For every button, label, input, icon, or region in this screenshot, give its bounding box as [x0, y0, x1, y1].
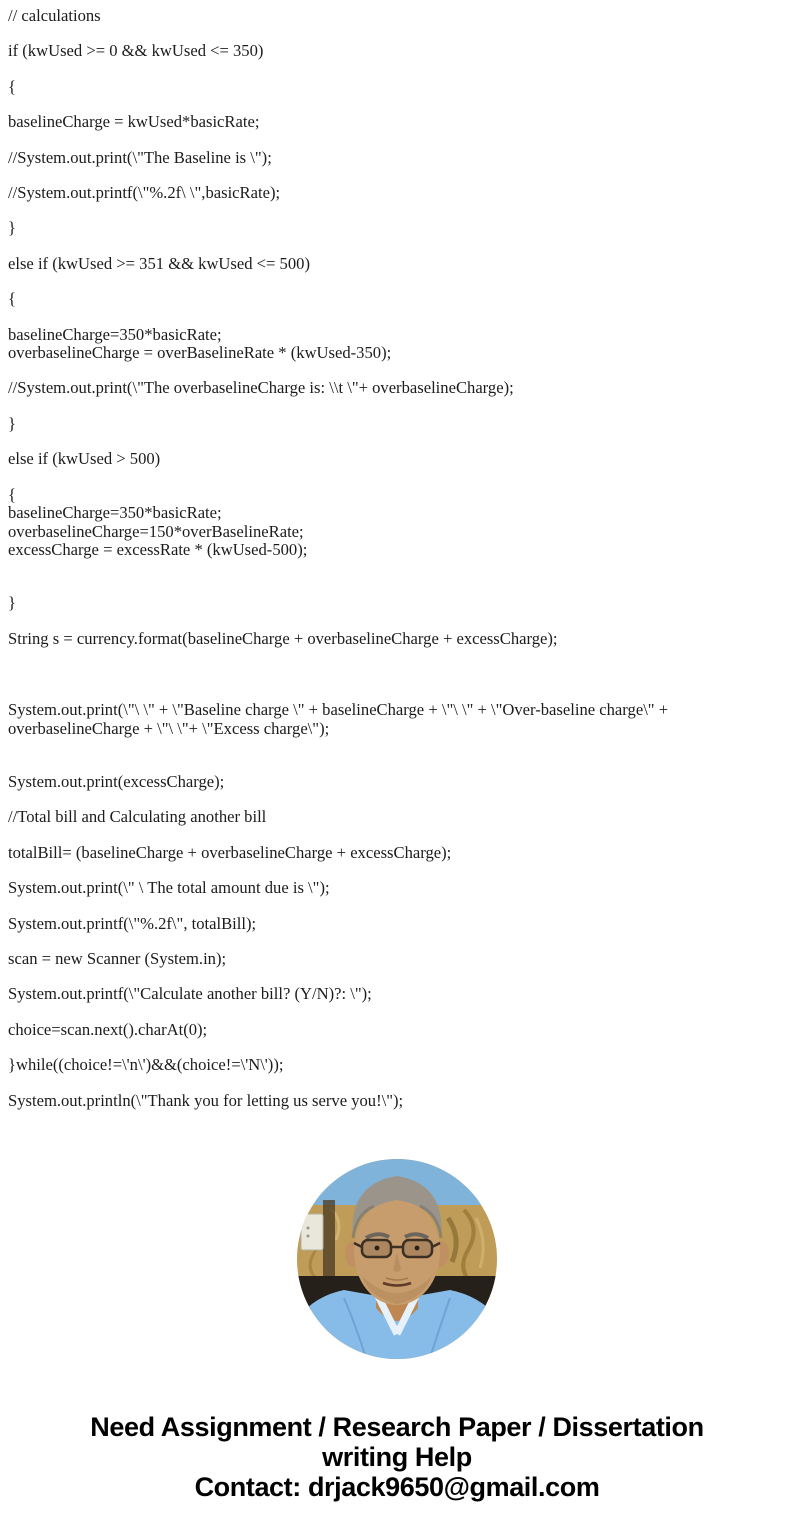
code-line: baselineCharge=350*basicRate; overbaselineCharge = overBaselineRate * (kwUsed-350); — [8, 324, 392, 363]
footer-banner — [0, 1412, 794, 1502]
footer-heading-line1: Need Assignment / Research Paper / Dissertation — [90, 1412, 704, 1442]
code-listing — [0, 7, 794, 1110]
code-line: //System.out.print(\"The overbaselineCharge is: \\t \"+ overbaselineCharge); — [8, 378, 514, 398]
code-line: //System.out.print(\"The Baseline is \"); — [8, 147, 272, 167]
code-line: if (kwUsed >= 0 && kwUsed <= 350) — [8, 41, 264, 61]
footer-contact: Contact: drjack9650@gmail.com — [194, 1472, 600, 1502]
code-line: // calculations — [8, 6, 101, 25]
code-line: scan = new Scanner (System.in); — [8, 948, 227, 968]
code-line: } — [8, 413, 16, 433]
code-line: { — [8, 76, 16, 96]
code-line: System.out.printf(\"%.2f\", totalBill); — [8, 913, 257, 933]
code-line: //System.out.printf(\"%.2f\ \",basicRate); — [8, 183, 281, 203]
code-line: else if (kwUsed >= 351 && kwUsed <= 500) — [8, 253, 310, 273]
code-line: totalBill= (baselineCharge + overbaselineCharge + excessCharge); — [8, 842, 452, 862]
avatar-photo-icon — [296, 1158, 498, 1360]
footer-heading — [17, 1412, 777, 1472]
code-line: { — [8, 289, 16, 309]
code-line: System.out.print(\"\ \" + \"Baseline charge \" + baselineCharge + \"\ \" + \"Over-baseline charge\" + overbaselineCharge + \"\ \"+ \"Excess charge\"); — [8, 700, 669, 738]
avatar — [296, 1158, 498, 1360]
code-line: baselineCharge = kwUsed*basicRate; — [8, 112, 260, 132]
code-line: choice=scan.next().charAt(0); — [8, 1019, 208, 1039]
code-line: System.out.print(excessCharge); — [8, 771, 225, 791]
footer-heading-line2: writing Help — [322, 1442, 472, 1472]
code-line: //Total bill and Calculating another bill — [8, 807, 267, 827]
code-line: String s = currency.format(baselineCharge + overbaselineCharge + excessCharge); — [8, 628, 558, 648]
code-line: System.out.print(\" \ The total amount due is \"); — [8, 878, 330, 898]
code-line: }while((choice!=\'n\')&&(choice!=\'N\')); — [8, 1055, 284, 1075]
code-line: { baselineCharge=350*basicRate; overbaselineCharge=150*overBaselineRate; excessCharge = excessRate * (kwUsed-500); — [8, 484, 308, 559]
code-line: System.out.printf(\"Calculate another bill? (Y/N)?: \"); — [8, 984, 372, 1004]
code-line: } — [8, 218, 16, 238]
code-line: } — [8, 593, 16, 613]
code-line: else if (kwUsed > 500) — [8, 449, 161, 469]
code-line: System.out.println(\"Thank you for letting us serve you!\"); — [8, 1090, 404, 1110]
